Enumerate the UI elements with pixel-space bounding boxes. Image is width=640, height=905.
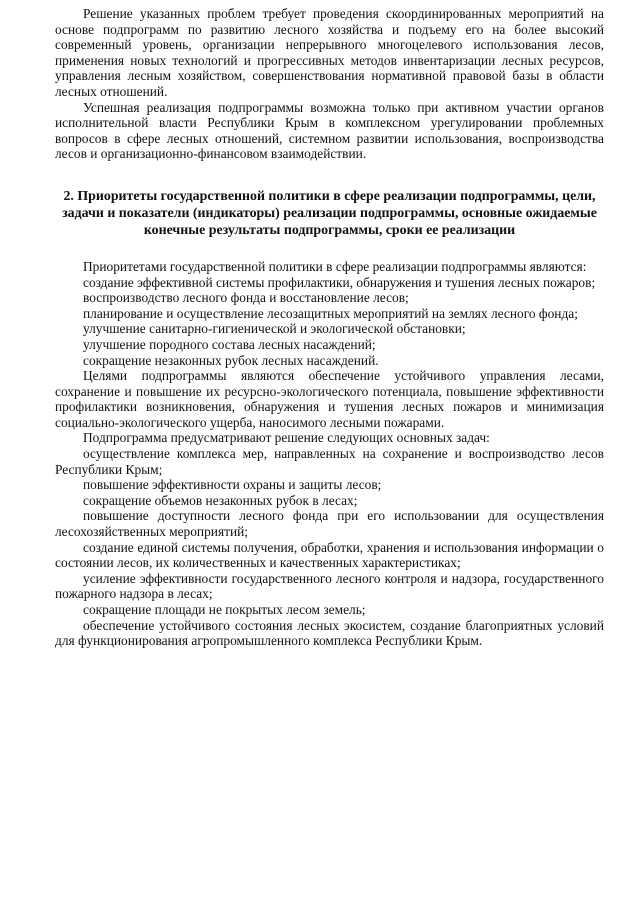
- priority-item: создание эффективной системы профилактики, обнаружения и тушения лесных пожаров;: [83, 274, 596, 290]
- task-item: создание единой системы получения, обработки, хранения и использования информации о состоянии лесов, их количественных и качественных характеристиках;: [55, 539, 604, 571]
- section-heading-block: [55, 188, 604, 239]
- task-item: сокращение площади не покрытых лесом земель;: [83, 602, 366, 617]
- task-item: повышение доступности лесного фонда при его использовании для осуществления лесохозяйственных мероприятий;: [55, 508, 604, 540]
- priority-item: сокращение незаконных рубок лесных насаждений.: [83, 352, 379, 368]
- task-item: осуществление комплекса мер, направленных на сохранение и воспроизводство лесов Республики Крым;: [55, 446, 604, 477]
- task-item: обеспечение устойчивого состояния лесных экосистем, создание благоприятных условий для функционирования агропромышленного комплекса Республики Крым.: [55, 617, 604, 649]
- priorities-lead: Приоритетами государственной политики в сфере реализации подпрограммы являются:: [83, 258, 587, 274]
- priority-item: улучшение санитарно-гигиенической и экологической обстановки;: [83, 321, 466, 337]
- priority-item: воспроизводство лесного фонда и восстановление лесов;: [83, 290, 409, 306]
- intro-paragraph-1: Решение указанных проблем требует проведения скоординированных мероприятий на основе подпрограмм по развитию лесного хозяйства и подъему его на более высокий современный уровень, организации непрерывного многоцелевого использования лесов, применения новых технологий и прогрессивных методов инвентаризации лесных ресурсов, управления лесным хозяйством, совершенствования нормативной правовой базы в области лесных отношений.: [55, 6, 604, 99]
- tasks-lead: Подпрограмма предусматривают решение следующих основных задач:: [83, 430, 490, 446]
- priority-item: улучшение породного состава лесных насаждений;: [83, 336, 376, 352]
- spacer: [55, 162, 604, 188]
- priority-item: планирование и осуществление лесозащитных мероприятий на землях лесного фонда;: [83, 305, 578, 321]
- task-item: сокращение объемов незаконных рубок в лесах;: [83, 492, 358, 508]
- goals-paragraph: Целями подпрограммы являются обеспечение устойчивого управления лесами, сохранение и повышение их ресурсно-экологического потенциала, повышение эффективности профилактики возникновения, обнаружения и тушения лесных пожаров и минимизация социально-экологического ущерба, наносимого лесными пожарами.: [55, 368, 604, 430]
- section-heading: 2. Приоритеты государственной политики в сфере реализации подпрограммы, цели, задачи и показатели (индикаторы) реализации подпрограммы, основные ожидаемые конечные результаты подпрограммы, сроки ее реализации: [62, 188, 597, 238]
- task-item: повышение эффективности охраны и защиты лесов;: [83, 477, 382, 493]
- intro-paragraph-2: Успешная реализация подпрограммы возможна только при активном участии органов исполнительной власти Республики Крым в комплексном урегулировании проблемных вопросов в сфере лесных отношений, системном развитии использования, воспроизводства лесов и организационно-финансовом взаимодействии.: [55, 99, 604, 162]
- task-item: усиление эффективности государственного лесного контроля и надзора, государственного пожарного надзора в лесах;: [55, 570, 604, 602]
- spacer: [55, 239, 604, 259]
